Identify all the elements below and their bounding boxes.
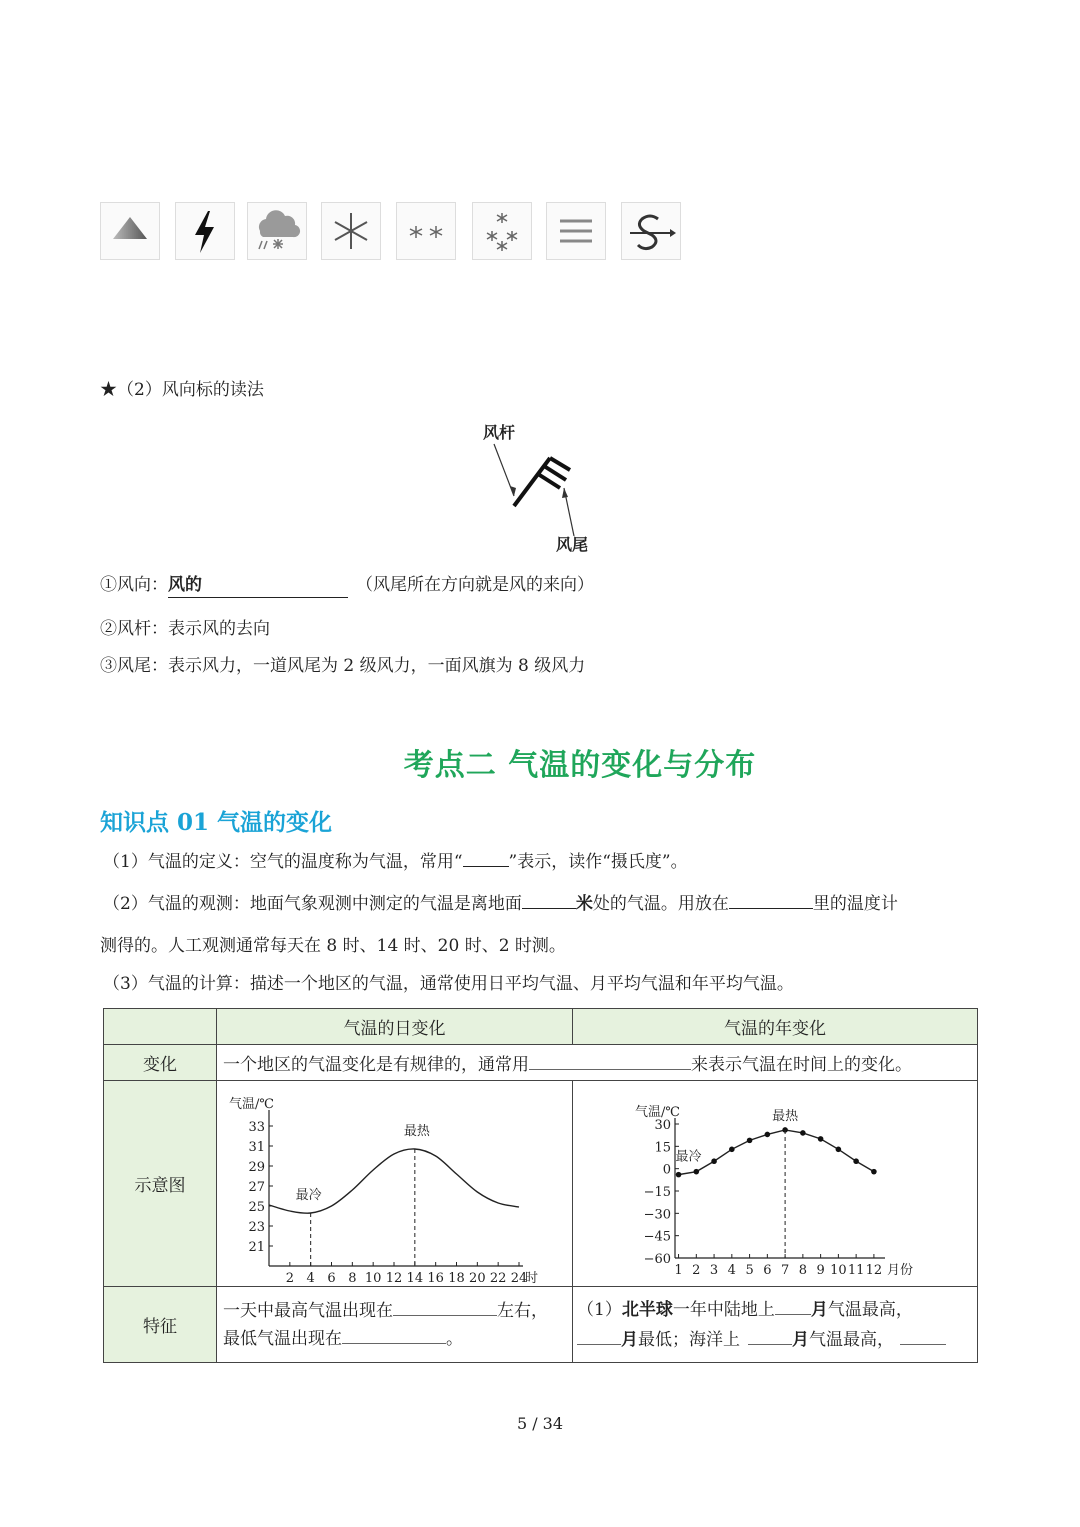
data-point bbox=[836, 1146, 842, 1152]
y-tick-label: 25 bbox=[248, 1199, 265, 1215]
x-tick-label: 8 bbox=[348, 1270, 357, 1286]
daily-temperature-chart bbox=[217, 1082, 572, 1286]
section-title: 考点二 气温的变化与分布 bbox=[403, 748, 757, 783]
paragraph-calculation: （3）气温的计算：描述一个地区的气温，通常使用日平均气温、月平均气温和年平均气温。 bbox=[103, 974, 794, 994]
table-corner-cell bbox=[104, 1009, 217, 1045]
x-tick-label: 14 bbox=[406, 1270, 424, 1286]
knowledge-point-title: 知识点 01 气温的变化 bbox=[100, 809, 333, 836]
data-point bbox=[676, 1171, 682, 1177]
sandstorm-icon bbox=[621, 202, 681, 260]
y-tick-label: 33 bbox=[248, 1119, 265, 1135]
data-point bbox=[711, 1158, 717, 1164]
paragraph-observation: （2）气温的观测：地面气象观测中测定的气温是离地面 米处的气温。用放在 里的温度计 bbox=[103, 890, 898, 916]
x-tick-label: 20 bbox=[469, 1270, 486, 1286]
height-blank[interactable] bbox=[522, 890, 576, 909]
header-daily: 气温的日变化 bbox=[217, 1009, 573, 1045]
y-axis-label: 气温/℃ bbox=[229, 1096, 274, 1112]
x-tick-label: 22 bbox=[489, 1270, 507, 1286]
x-tick-label: 12 bbox=[865, 1262, 883, 1278]
thunderstorm-lightning-icon bbox=[175, 202, 235, 260]
land-max-month-blank[interactable] bbox=[775, 1298, 811, 1315]
rain-snow-cloud-icon bbox=[247, 202, 307, 260]
y-tick-label: 15 bbox=[654, 1139, 671, 1155]
y-tick-label: 21 bbox=[248, 1239, 265, 1255]
annotation-label: 最热 bbox=[403, 1123, 430, 1139]
data-point bbox=[800, 1130, 806, 1136]
y-tick-label: 23 bbox=[248, 1219, 265, 1235]
row-label-diagram: 示意图 bbox=[104, 1081, 217, 1287]
y-tick-label: 30 bbox=[654, 1117, 671, 1133]
y-tick-label: −60 bbox=[643, 1251, 671, 1267]
annotation-label: 最冷 bbox=[295, 1187, 322, 1203]
land-min-month-blank[interactable] bbox=[577, 1328, 621, 1345]
data-point bbox=[729, 1146, 735, 1152]
page-number: 5 / 34 bbox=[516, 1414, 564, 1433]
y-tick-label: −30 bbox=[643, 1206, 671, 1222]
row-label-change: 变化 bbox=[104, 1045, 217, 1081]
y-tick-label: 29 bbox=[248, 1159, 265, 1175]
data-point bbox=[871, 1168, 877, 1174]
series-line bbox=[679, 1129, 874, 1174]
wind-vane-diagram bbox=[480, 418, 600, 558]
x-tick-label: 2 bbox=[692, 1262, 701, 1278]
x-tick-label: 10 bbox=[364, 1270, 382, 1286]
y-tick-label: 27 bbox=[248, 1179, 265, 1195]
instrument-blank[interactable] bbox=[729, 890, 813, 909]
heavy-snow-icon bbox=[472, 202, 532, 260]
temperature-change-table bbox=[103, 1008, 978, 1363]
feature-daily-cell: 一天中最高气温出现在 左右， 最低气温出现在 。 bbox=[217, 1287, 573, 1363]
y-tick-label: −45 bbox=[643, 1229, 671, 1245]
x-tick-label: 11 bbox=[847, 1262, 865, 1278]
x-tick-label: 1 bbox=[674, 1262, 683, 1278]
fog-lines-icon bbox=[546, 202, 606, 260]
annotation-label: 最冷 bbox=[675, 1149, 702, 1165]
x-tick-label: 3 bbox=[709, 1262, 719, 1278]
annual-chart-cell bbox=[573, 1081, 978, 1287]
paragraph-observation-times: 测得的。人工观测通常每天在 8 时、14 时、20 时、2 时测。 bbox=[100, 936, 566, 956]
unit-blank[interactable] bbox=[463, 848, 509, 867]
wind-tail-label: 风尾 bbox=[556, 535, 589, 554]
annual-temperature-chart bbox=[573, 1082, 977, 1286]
feature-annual-cell: （1）北半球一年中陆地上 月气温最高， 月最低；海洋上 月气温最高， bbox=[573, 1287, 978, 1363]
daily-chart-cell bbox=[217, 1081, 573, 1287]
x-tick-label: 18 bbox=[448, 1270, 465, 1286]
max-time-blank[interactable] bbox=[393, 1299, 497, 1316]
light-snow-icon bbox=[396, 202, 456, 260]
wind-direction-blank[interactable]: 风的 bbox=[168, 573, 348, 598]
wind-vane-symbol-icon bbox=[480, 418, 600, 558]
x-tick-label: 6 bbox=[763, 1262, 772, 1278]
x-tick-label: 16 bbox=[427, 1270, 444, 1286]
x-tick-label: 4 bbox=[306, 1270, 315, 1286]
wind-tail-line: ③风尾：表示风力，一道风尾为 2 级风力，一面风旗为 8 级风力 bbox=[100, 656, 586, 676]
x-tick-label: 10 bbox=[830, 1262, 847, 1278]
y-tick-label: 31 bbox=[248, 1139, 265, 1155]
change-cell: 一个地区的气温变化是有规律的，通常用 来表示气温在时间上的变化。 bbox=[217, 1045, 978, 1081]
paragraph-definition: （1）气温的定义：空气的温度称为气温，常用“ ”表示，读作“摄氏度”。 bbox=[103, 848, 688, 874]
wind-pole-line: ②风杆：表示风的去向 bbox=[100, 619, 270, 639]
x-axis-label: 月份 bbox=[887, 1262, 914, 1278]
data-point bbox=[818, 1136, 824, 1142]
x-tick-label: 5 bbox=[745, 1262, 754, 1278]
x-tick-label: 24 bbox=[510, 1270, 528, 1286]
y-tick-label: −15 bbox=[643, 1184, 671, 1200]
x-tick-label: 8 bbox=[798, 1262, 808, 1278]
x-tick-label: 4 bbox=[727, 1262, 736, 1278]
y-axis-label: 气温/℃ bbox=[635, 1104, 680, 1120]
data-point bbox=[765, 1131, 771, 1137]
y-tick-label: 0 bbox=[662, 1162, 671, 1178]
data-point bbox=[747, 1137, 753, 1143]
wind-vane-heading: ★（2）风向标的读法 bbox=[100, 380, 264, 400]
series-line bbox=[269, 1148, 519, 1212]
change-blank[interactable] bbox=[529, 1053, 691, 1070]
snowflake-icon bbox=[321, 202, 381, 260]
x-tick-label: 2 bbox=[285, 1270, 294, 1286]
x-tick-label: 7 bbox=[780, 1262, 790, 1278]
annotation-label: 最热 bbox=[772, 1108, 799, 1124]
ocean-max-month-blank[interactable] bbox=[748, 1328, 792, 1345]
x-tick-label: 12 bbox=[385, 1270, 403, 1286]
min-time-blank[interactable] bbox=[342, 1327, 446, 1344]
data-point bbox=[853, 1158, 859, 1164]
x-tick-label: 9 bbox=[816, 1262, 825, 1278]
data-point bbox=[694, 1168, 700, 1174]
wind-pole-label: 风杆 bbox=[483, 423, 516, 442]
x-axis-label: 时 bbox=[525, 1270, 539, 1286]
row-label-feature: 特征 bbox=[104, 1287, 217, 1363]
ocean-min-month-blank[interactable] bbox=[900, 1328, 946, 1345]
wind-direction-line: ①风向：风的 （风尾所在方向就是风的来向） bbox=[100, 573, 594, 598]
x-tick-label: 6 bbox=[327, 1270, 336, 1286]
hail-triangle-icon bbox=[100, 202, 160, 260]
header-annual: 气温的年变化 bbox=[573, 1009, 978, 1045]
